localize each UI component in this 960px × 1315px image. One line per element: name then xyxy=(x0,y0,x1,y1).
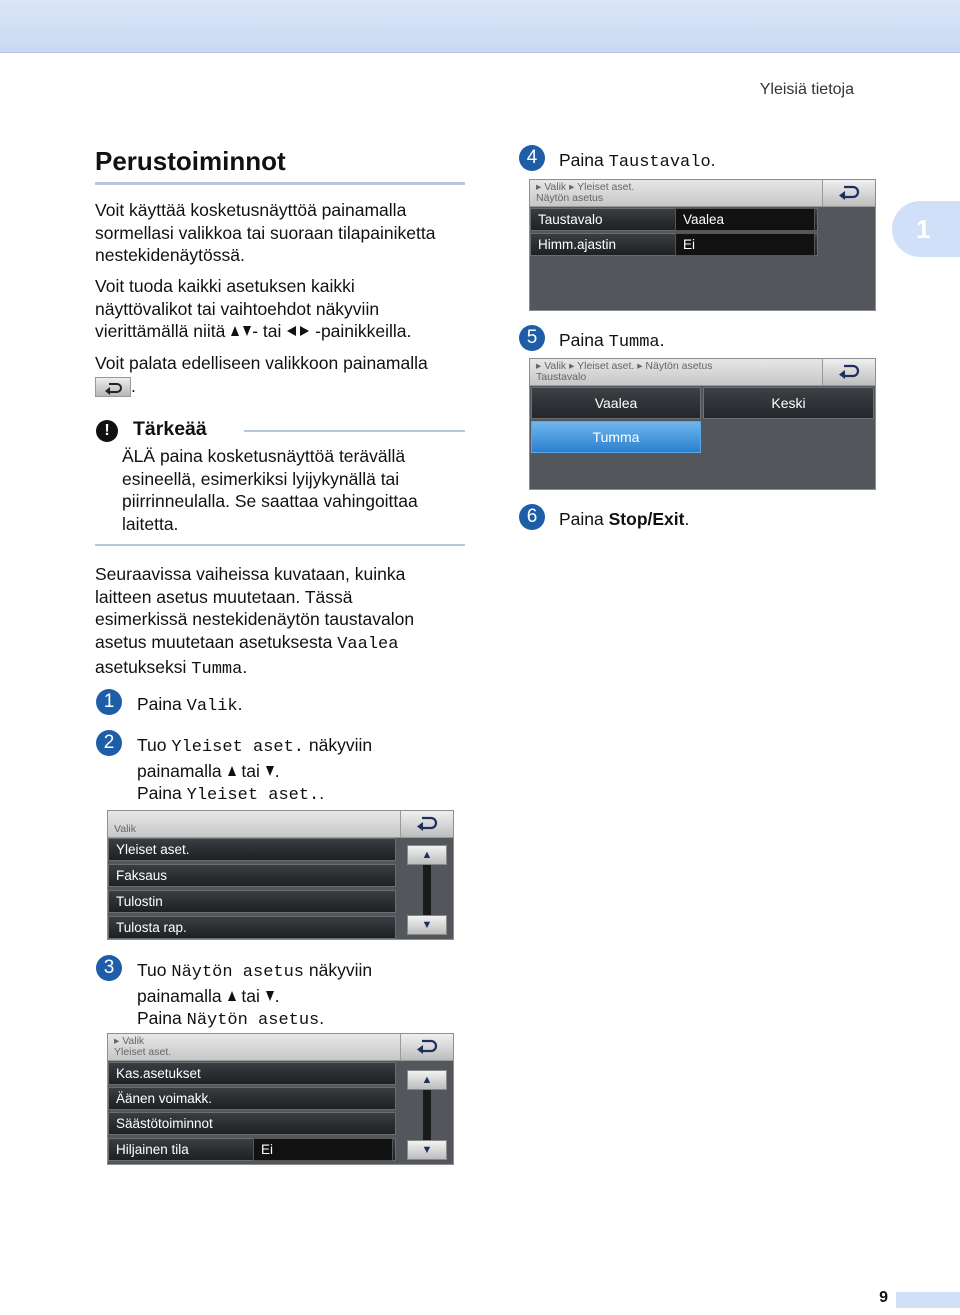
breadcrumb: ▸ Valik ▸ Yleiset aset. ▸ Näytön asetus xyxy=(536,360,713,372)
lcd-general-screen xyxy=(107,1033,454,1165)
lcd-backlight-screen xyxy=(529,358,876,490)
important-rule xyxy=(244,430,465,432)
setting-row[interactable]: Taustavalo xyxy=(530,208,818,231)
text-line: painamalla xyxy=(137,760,227,781)
step-number: 6 xyxy=(519,504,545,530)
breadcrumb: Taustavalo xyxy=(536,371,587,383)
text-line: ÄLÄ paina kosketusnäyttöä terävällä xyxy=(122,446,406,466)
code-text: Yleiset aset. xyxy=(186,786,320,805)
back-button[interactable] xyxy=(400,1034,453,1060)
breadcrumb: ▸ Valik ▸ Yleiset aset. xyxy=(536,181,635,193)
text-line: esimerkissä nestekidenäytön taustavalon xyxy=(95,609,415,629)
text-line: tai xyxy=(236,985,265,1006)
text-line: . xyxy=(274,760,280,781)
step-number: 3 xyxy=(96,955,122,981)
menu-item[interactable]: Hiljainen tila xyxy=(108,1138,396,1161)
text-line: -painikkeilla. xyxy=(310,321,412,341)
breadcrumb: ▸ Valik xyxy=(114,1035,145,1047)
code-text: Näytön asetus xyxy=(186,1011,320,1030)
breadcrumb-item: Yleiset aset. xyxy=(577,360,635,372)
step-text xyxy=(137,959,372,1033)
menu-item[interactable]: Säästötoiminnot xyxy=(108,1112,396,1135)
text-line: näyttövalikot tai vaihtoehdot näkyviin xyxy=(95,298,380,319)
section-title: Perustoiminnot xyxy=(95,146,286,176)
lcd-header xyxy=(530,359,875,386)
step-text xyxy=(137,693,243,719)
text-line: . xyxy=(319,1008,325,1028)
text-line: Voit tuoda kaikki asetuksen kaikki xyxy=(95,276,355,296)
code-text: Taustavalo xyxy=(608,153,711,172)
breadcrumb-item: Valik xyxy=(122,1035,145,1047)
text-line: Paina xyxy=(559,330,609,350)
text-line: . xyxy=(659,330,665,350)
scroll-down-button[interactable] xyxy=(407,915,447,935)
menu-item[interactable]: Faksaus xyxy=(108,864,396,887)
text-line: Paina xyxy=(137,1008,187,1028)
down-arrow-icon xyxy=(242,325,252,337)
breadcrumb: Yleiset aset. xyxy=(114,1046,172,1058)
back-button[interactable] xyxy=(822,180,875,206)
text-line: sormellasi valikkoa tai suoraan tilapainiketta xyxy=(95,222,436,243)
text-line: painamalla xyxy=(137,985,227,1006)
text-line: Paina xyxy=(137,694,187,714)
page-number-bar xyxy=(896,1292,960,1308)
option-button[interactable]: Keski xyxy=(703,387,874,419)
text-line: Seuraavissa vaiheissa kuvataan, kuinka xyxy=(95,564,406,584)
back-icon xyxy=(416,816,438,831)
example-paragraph xyxy=(95,563,414,682)
breadcrumb-item: Yleiset aset. xyxy=(577,181,635,193)
text-line: Paina xyxy=(559,150,609,170)
back-icon xyxy=(416,1039,438,1054)
back-icon xyxy=(104,382,122,395)
setting-value: Vaalea xyxy=(675,208,815,231)
down-arrow-icon: ▼ xyxy=(421,1144,433,1156)
text-line: esineellä, esimerkiksi lyijykynällä tai xyxy=(122,468,400,489)
page-number: 9 xyxy=(879,1289,888,1306)
lcd-display-screen xyxy=(529,179,876,311)
back-icon xyxy=(838,364,860,379)
text-line: asetus muutetaan asetuksesta xyxy=(95,631,338,652)
important-bottom-rule xyxy=(95,544,465,546)
code-text: Tumma xyxy=(608,333,660,352)
code-text: Näytön asetus xyxy=(171,963,304,982)
lcd-menu-screen xyxy=(107,810,454,940)
breadcrumb-item: Valik xyxy=(544,360,567,372)
text-line: piirrinneulalla. Se saattaa vahingoittaa xyxy=(122,491,418,511)
lcd-header xyxy=(108,811,453,838)
important-icon: ! xyxy=(96,420,118,442)
breadcrumb: Näytön asetus xyxy=(536,192,604,204)
back-button[interactable] xyxy=(822,359,875,385)
important-title: Tärkeää xyxy=(133,418,207,440)
scroll-track xyxy=(423,1090,431,1140)
code-text: Vaalea xyxy=(337,634,399,654)
text-line: . xyxy=(131,375,136,396)
important-text xyxy=(122,445,418,535)
key-name: Stop/Exit xyxy=(608,509,685,529)
down-arrow-icon xyxy=(265,765,275,777)
text-line: Paina xyxy=(137,783,187,803)
step-text xyxy=(137,734,372,808)
scroll-up-button[interactable] xyxy=(407,1070,447,1090)
text-line: vierittämällä niitä xyxy=(95,321,231,341)
step-number: 4 xyxy=(519,145,545,171)
step-text xyxy=(559,508,689,531)
back-button-illustration xyxy=(95,377,131,397)
back-icon xyxy=(838,185,860,200)
scrollbar[interactable] xyxy=(407,1070,447,1160)
step-number: 1 xyxy=(96,689,122,715)
option-button-selected[interactable]: Tumma xyxy=(531,421,701,453)
scroll-track xyxy=(423,865,431,915)
text-line: laitetta. xyxy=(122,513,179,534)
header-title: Yleisiä tietoja xyxy=(759,81,854,98)
back-paragraph xyxy=(95,352,428,397)
breadcrumb-item: Näytön asetus xyxy=(645,360,713,372)
breadcrumb-item: Valik xyxy=(544,181,567,193)
right-arrow-icon xyxy=(299,325,310,337)
menu-item[interactable]: Tulostin xyxy=(108,890,396,913)
text-line: tai xyxy=(236,760,265,781)
code-text: Yleiset aset. xyxy=(171,738,304,757)
text-line: laitteen asetus muutetaan. Tässä xyxy=(95,586,353,607)
lcd-header xyxy=(530,180,875,207)
up-arrow-icon xyxy=(227,990,237,1002)
step-text xyxy=(559,329,665,355)
scrollbar[interactable] xyxy=(407,845,447,935)
menu-item[interactable]: Kas.asetukset xyxy=(108,1062,396,1085)
scroll-up-button[interactable] xyxy=(407,845,447,865)
setting-value: Ei xyxy=(253,1138,393,1161)
text-line: näkyviin xyxy=(304,735,373,755)
code-text: Valik xyxy=(186,697,238,716)
up-arrow-icon xyxy=(230,325,240,337)
left-arrow-icon xyxy=(286,325,297,337)
setting-value: Ei xyxy=(675,233,815,256)
menu-item[interactable]: Äänen voimakk. xyxy=(108,1087,396,1110)
menu-item[interactable]: Tulosta rap. xyxy=(108,916,396,939)
text-line: nestekidenäytössä. xyxy=(95,245,245,265)
step-number: 5 xyxy=(519,325,545,351)
up-arrow-icon: ▲ xyxy=(421,1074,433,1086)
text-line: Paina xyxy=(559,509,609,529)
breadcrumb: Valik xyxy=(114,823,136,835)
top-banner xyxy=(0,0,960,53)
code-text: Tumma xyxy=(191,660,243,679)
text-line: . xyxy=(242,657,248,677)
text-line: näkyviin xyxy=(304,960,373,980)
lcd-header xyxy=(108,1034,453,1061)
text-line: Voit palata edelliseen valikkoon painamalla xyxy=(95,353,428,373)
up-arrow-icon: ▲ xyxy=(421,849,433,861)
text-line: . xyxy=(710,150,716,170)
text-line: asetukseksi xyxy=(95,657,192,677)
step-number: 2 xyxy=(96,730,122,756)
option-button[interactable]: Vaalea xyxy=(531,387,701,419)
back-button[interactable] xyxy=(400,811,453,837)
text-line: . xyxy=(274,985,280,1006)
setting-row[interactable]: Himm.ajastin xyxy=(530,233,818,256)
text-line: - tai xyxy=(252,321,287,341)
title-rule xyxy=(95,182,465,185)
text-line: . xyxy=(237,694,243,714)
menu-item[interactable]: Yleiset aset. xyxy=(108,838,396,861)
text-line: . xyxy=(319,783,325,803)
scroll-down-button[interactable] xyxy=(407,1140,447,1160)
text-line: Voit käyttää kosketusnäyttöä painamalla xyxy=(95,200,407,220)
text-line: Tuo xyxy=(137,960,172,980)
chapter-tab: 1 xyxy=(892,201,960,257)
text-line: Tuo xyxy=(137,735,172,755)
down-arrow-icon: ▼ xyxy=(421,919,433,931)
step-text xyxy=(559,149,716,175)
text-line: . xyxy=(684,509,690,529)
up-arrow-icon xyxy=(227,765,237,777)
scroll-paragraph xyxy=(95,275,411,343)
down-arrow-icon xyxy=(265,990,275,1002)
intro-paragraph xyxy=(95,199,435,267)
